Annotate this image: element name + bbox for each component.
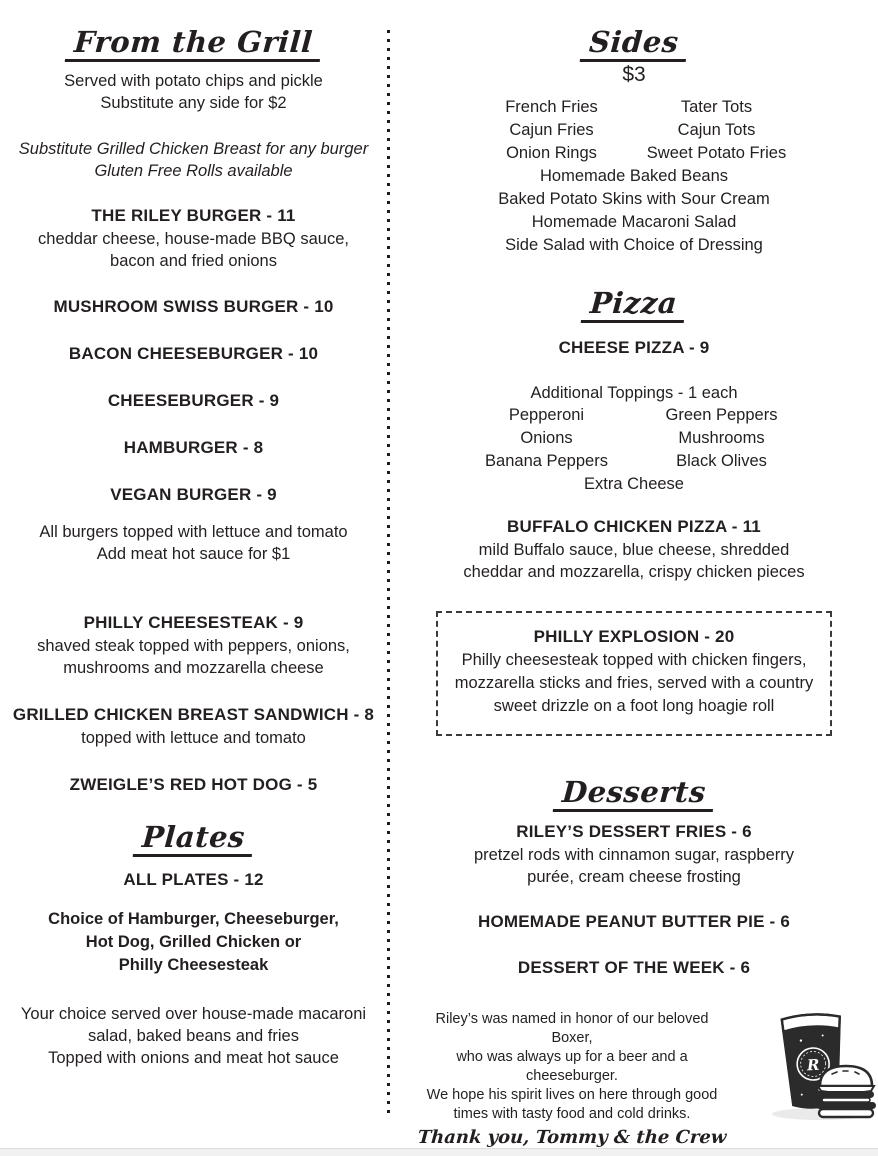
menu-item-name: BUFFALO CHICKEN PIZZA - 11 — [507, 516, 761, 536]
section-title-plates: Plates — [133, 821, 254, 857]
footer-line: times with tasty food and cold drinks. — [453, 1106, 691, 1123]
menu-item-desc: cheddar and mozzarella, crispy chicken pieces — [463, 562, 805, 581]
menu-item-desc: purée, cream cheese frosting — [527, 868, 741, 887]
menu-item-name: CHEESEBURGER - 9 — [107, 391, 280, 411]
menu-item-name: ZWEIGLE’S RED HOT DOG - 5 — [69, 775, 318, 795]
section-desserts-header — [390, 776, 878, 812]
footer-line: Riley’s was named in honor of our beloved Boxer, — [435, 1011, 709, 1047]
burgers-note: All burgers topped with lettuce and tomato — [39, 523, 348, 542]
menu-item — [390, 515, 878, 583]
grill-note-line: Substitute any side for $2 — [100, 94, 287, 113]
section-title-from-the-grill: From the Grill — [65, 26, 322, 62]
menu-item-name: CHEESE PIZZA - 9 — [558, 337, 710, 357]
plates-desc-line: Topped with onions and meat hot sauce — [48, 1048, 339, 1067]
pizza-topping: Black Olives — [676, 451, 767, 470]
menu-item — [0, 703, 387, 749]
pizza-topping: Extra Cheese — [584, 474, 684, 493]
menu-item-name: VEGAN BURGER - 9 — [110, 485, 277, 505]
side-item: Homemade Baked Beans — [539, 167, 729, 186]
menu-item-name: THE RILEY BURGER - 11 — [91, 206, 296, 226]
side-item: Onion Rings — [506, 144, 597, 163]
section-title-pizza: Pizza — [581, 287, 687, 323]
menu-item-desc: mushrooms and mozzarella cheese — [63, 659, 324, 678]
philly-explosion-special-box — [436, 611, 832, 736]
pizza-toppings-grid — [459, 404, 809, 473]
footer-line: We hope his spirit lives on here through good — [426, 1087, 718, 1104]
menu-item-desc: cheddar cheese, house-made BBQ sauce, — [38, 230, 349, 249]
side-item: Tater Tots — [680, 98, 753, 117]
menu-item-name: DESSERT OF THE WEEK - 6 — [517, 958, 751, 978]
footer-note — [390, 1010, 878, 1150]
pizza-topping: Green Peppers — [665, 405, 778, 424]
beer-glass-and-burger-illustration — [758, 1006, 878, 1129]
burgers-note: Add meat hot sauce for $1 — [96, 545, 291, 564]
section-sides-header — [390, 26, 878, 62]
menu-item-name: PHILLY EXPLOSION - 20 — [533, 626, 735, 646]
menu-item-name: ALL PLATES - 12 — [123, 869, 264, 889]
section-plates-header — [0, 821, 387, 857]
menu-item-name: RILEY’S DESSERT FRIES - 6 — [516, 822, 752, 842]
plates-desc-line: Your choice served over house-made macaroni — [20, 1004, 367, 1023]
menu-item-name: HOMEMADE PEANUT BUTTER PIE - 6 — [477, 912, 791, 932]
svg-text:R: R — [806, 1055, 820, 1075]
menu-item-desc: pretzel rods with cinnamon sugar, raspberry — [473, 846, 795, 865]
menu-item-desc: bacon and fried onions — [110, 252, 277, 271]
bottom-edge-bar — [0, 1148, 878, 1156]
footer-signature: Thank you, Tommy & the Crew — [416, 1127, 728, 1149]
footer-text — [414, 1010, 730, 1150]
menu-item-desc: sweet drizzle on a foot long hoagie roll — [493, 696, 775, 715]
menu-item-desc: shaved steak topped with peppers, onions, — [37, 637, 350, 656]
menu-item-desc: topped with lettuce and tomato — [81, 729, 306, 748]
side-item: Baked Potato Skins with Sour Cream — [498, 190, 770, 209]
grill-italic-note: Substitute Grilled Chicken Breast for any burger — [18, 140, 369, 159]
menu-item — [0, 611, 387, 679]
pizza-toppings-header: Additional Toppings - 1 each — [530, 383, 738, 402]
menu-item-desc: mild Buffalo sauce, blue cheese, shredded — [478, 540, 790, 559]
plates-choice-line: Choice of Hamburger, Cheeseburger, — [48, 909, 339, 928]
left-column — [0, 0, 387, 1148]
right-column — [390, 0, 878, 1148]
menu-item-name: PHILLY CHEESESTEAK - 9 — [83, 613, 304, 633]
grill-italic-note: Gluten Free Rolls available — [94, 162, 293, 181]
menu-item-name: GRILLED CHICKEN BREAST SANDWICH - 8 — [12, 705, 375, 725]
plates-choice-line: Philly Cheesesteak — [118, 955, 269, 974]
menu-item — [390, 820, 878, 888]
menu-item-name: HAMBURGER - 8 — [123, 438, 264, 458]
footer-line: who was always up for a beer and a cheeseburger. — [456, 1049, 688, 1085]
plates-desc-line: salad, baked beans and fries — [88, 1026, 299, 1045]
beer-glass-burger-icon — [758, 1006, 878, 1124]
side-item: French Fries — [505, 98, 598, 117]
menu-item — [0, 204, 387, 272]
pizza-topping: Mushrooms — [678, 428, 765, 447]
sides-pair-row — [469, 96, 799, 165]
plates-choice-line: Hot Dog, Grilled Chicken or — [85, 932, 302, 951]
section-pizza-header — [390, 287, 878, 323]
pizza-topping: Banana Peppers — [485, 451, 608, 470]
side-item: Side Salad with Choice of Dressing — [505, 236, 763, 255]
grill-note-line: Served with potato chips and pickle — [64, 72, 323, 91]
menu-item-name: MUSHROOM SWISS BURGER - 10 — [53, 297, 334, 317]
pizza-topping: Onions — [520, 428, 573, 447]
sides-price: $3 — [622, 63, 646, 87]
side-item: Sweet Potato Fries — [646, 144, 787, 163]
pizza-topping: Pepperoni — [508, 405, 585, 424]
section-title-sides: Sides — [580, 26, 688, 62]
section-from-the-grill-header — [0, 26, 387, 62]
section-title-desserts: Desserts — [553, 776, 715, 812]
menu-item-name: BACON CHEESEBURGER - 10 — [68, 344, 319, 364]
menu-item-desc: Philly cheesesteak topped with chicken fingers, — [461, 650, 807, 669]
menu-item-desc: mozzarella sticks and fries, served with a country — [454, 673, 814, 692]
side-item: Cajun Tots — [677, 121, 756, 140]
side-item: Homemade Macaroni Salad — [531, 213, 737, 232]
side-item: Cajun Fries — [509, 121, 594, 140]
